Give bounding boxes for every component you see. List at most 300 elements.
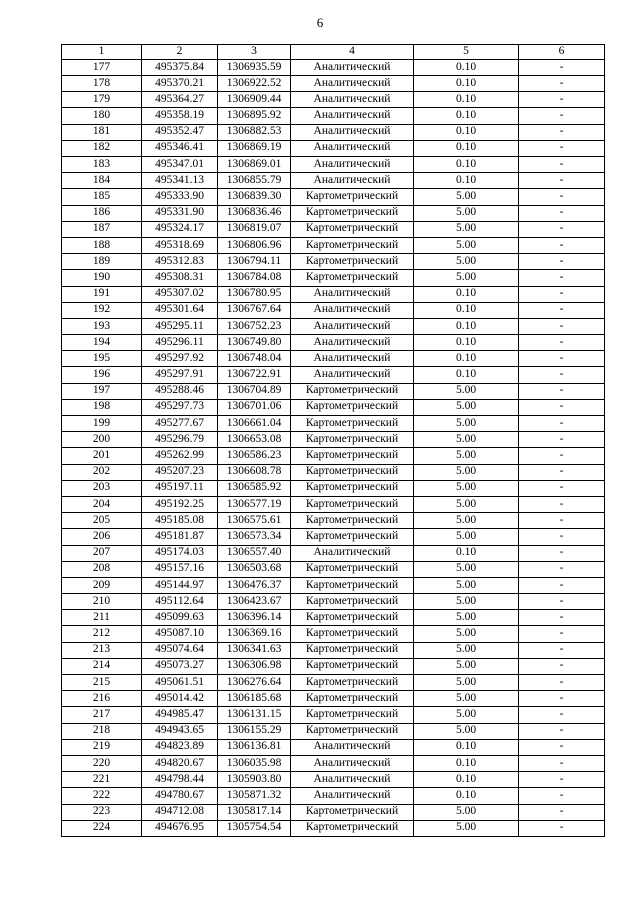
table-row bbox=[62, 302, 605, 318]
accuracy-cell: 5.00 bbox=[414, 707, 519, 723]
table-row bbox=[62, 788, 605, 804]
accuracy-cell: 5.00 bbox=[414, 464, 519, 480]
table-row bbox=[62, 658, 605, 674]
method-cell: Аналитический bbox=[291, 173, 414, 189]
y-coordinate-cell: 1306780.95 bbox=[218, 286, 291, 302]
y-coordinate-cell: 1306608.78 bbox=[218, 464, 291, 480]
note-cell: - bbox=[519, 205, 605, 221]
page-number: 6 bbox=[316, 15, 324, 30]
point-number-cell: 192 bbox=[62, 302, 142, 318]
table-row bbox=[62, 432, 605, 448]
accuracy-cell: 0.10 bbox=[414, 318, 519, 334]
point-number-cell: 218 bbox=[62, 723, 142, 739]
method-cell: Картометрический bbox=[291, 496, 414, 512]
method-cell: Картометрический bbox=[291, 561, 414, 577]
method-cell: Аналитический bbox=[291, 157, 414, 173]
y-coordinate-cell: 1306882.53 bbox=[218, 124, 291, 140]
note-cell: - bbox=[519, 626, 605, 642]
x-coordinate-cell: 495318.69 bbox=[142, 237, 218, 253]
accuracy-cell: 5.00 bbox=[414, 513, 519, 529]
accuracy-cell: 5.00 bbox=[414, 804, 519, 820]
column-header: 4 bbox=[291, 45, 414, 60]
accuracy-cell: 0.10 bbox=[414, 59, 519, 75]
x-coordinate-cell: 494820.67 bbox=[142, 755, 218, 771]
point-number-cell: 206 bbox=[62, 529, 142, 545]
accuracy-cell: 5.00 bbox=[414, 529, 519, 545]
x-coordinate-cell: 495192.25 bbox=[142, 496, 218, 512]
note-cell: - bbox=[519, 432, 605, 448]
table-row bbox=[62, 496, 605, 512]
table-row bbox=[62, 642, 605, 658]
note-cell: - bbox=[519, 108, 605, 124]
method-cell: Аналитический bbox=[291, 318, 414, 334]
y-coordinate-cell: 1306306.98 bbox=[218, 658, 291, 674]
x-coordinate-cell: 495301.64 bbox=[142, 302, 218, 318]
table-row bbox=[62, 254, 605, 270]
x-coordinate-cell: 495185.08 bbox=[142, 513, 218, 529]
x-coordinate-cell: 495341.13 bbox=[142, 173, 218, 189]
y-coordinate-cell: 1306794.11 bbox=[218, 254, 291, 270]
table-row bbox=[62, 140, 605, 156]
y-coordinate-cell: 1306836.46 bbox=[218, 205, 291, 221]
table-row bbox=[62, 691, 605, 707]
y-coordinate-cell: 1305903.80 bbox=[218, 772, 291, 788]
point-number-cell: 220 bbox=[62, 755, 142, 771]
point-number-cell: 199 bbox=[62, 416, 142, 432]
method-cell: Аналитический bbox=[291, 772, 414, 788]
note-cell: - bbox=[519, 464, 605, 480]
method-cell: Аналитический bbox=[291, 545, 414, 561]
accuracy-cell: 0.10 bbox=[414, 739, 519, 755]
x-coordinate-cell: 495324.17 bbox=[142, 221, 218, 237]
method-cell: Аналитический bbox=[291, 124, 414, 140]
method-cell: Картометрический bbox=[291, 594, 414, 610]
table-row bbox=[62, 318, 605, 334]
x-coordinate-cell: 494985.47 bbox=[142, 707, 218, 723]
accuracy-cell: 5.00 bbox=[414, 675, 519, 691]
point-number-cell: 190 bbox=[62, 270, 142, 286]
point-number-cell: 216 bbox=[62, 691, 142, 707]
point-number-cell: 221 bbox=[62, 772, 142, 788]
x-coordinate-cell: 495312.83 bbox=[142, 254, 218, 270]
point-number-cell: 207 bbox=[62, 545, 142, 561]
accuracy-cell: 5.00 bbox=[414, 658, 519, 674]
y-coordinate-cell: 1306573.34 bbox=[218, 529, 291, 545]
table-row bbox=[62, 221, 605, 237]
accuracy-cell: 5.00 bbox=[414, 221, 519, 237]
note-cell: - bbox=[519, 318, 605, 334]
point-number-cell: 181 bbox=[62, 124, 142, 140]
y-coordinate-cell: 1306661.04 bbox=[218, 416, 291, 432]
table-row bbox=[62, 707, 605, 723]
method-cell: Аналитический bbox=[291, 108, 414, 124]
point-number-cell: 213 bbox=[62, 642, 142, 658]
y-coordinate-cell: 1306476.37 bbox=[218, 577, 291, 593]
point-number-cell: 208 bbox=[62, 561, 142, 577]
accuracy-cell: 5.00 bbox=[414, 237, 519, 253]
method-cell: Картометрический bbox=[291, 723, 414, 739]
method-cell: Аналитический bbox=[291, 286, 414, 302]
note-cell: - bbox=[519, 189, 605, 205]
point-number-cell: 179 bbox=[62, 92, 142, 108]
note-cell: - bbox=[519, 351, 605, 367]
x-coordinate-cell: 495014.42 bbox=[142, 691, 218, 707]
point-number-cell: 212 bbox=[62, 626, 142, 642]
x-coordinate-cell: 495061.51 bbox=[142, 675, 218, 691]
method-cell: Картометрический bbox=[291, 577, 414, 593]
method-cell: Картометрический bbox=[291, 399, 414, 415]
x-coordinate-cell: 494780.67 bbox=[142, 788, 218, 804]
method-cell: Картометрический bbox=[291, 448, 414, 464]
y-coordinate-cell: 1306839.30 bbox=[218, 189, 291, 205]
note-cell: - bbox=[519, 254, 605, 270]
accuracy-cell: 5.00 bbox=[414, 610, 519, 626]
method-cell: Аналитический bbox=[291, 788, 414, 804]
accuracy-cell: 5.00 bbox=[414, 254, 519, 270]
x-coordinate-cell: 495099.63 bbox=[142, 610, 218, 626]
accuracy-cell: 5.00 bbox=[414, 416, 519, 432]
method-cell: Картометрический bbox=[291, 642, 414, 658]
method-cell: Картометрический bbox=[291, 237, 414, 253]
table-row bbox=[62, 416, 605, 432]
method-cell: Картометрический bbox=[291, 529, 414, 545]
table-row bbox=[62, 205, 605, 221]
x-coordinate-cell: 495352.47 bbox=[142, 124, 218, 140]
method-cell: Картометрический bbox=[291, 820, 414, 836]
x-coordinate-cell: 495087.10 bbox=[142, 626, 218, 642]
accuracy-cell: 0.10 bbox=[414, 173, 519, 189]
accuracy-cell: 0.10 bbox=[414, 157, 519, 173]
column-header: 1 bbox=[62, 45, 142, 60]
accuracy-cell: 5.00 bbox=[414, 383, 519, 399]
y-coordinate-cell: 1306704.89 bbox=[218, 383, 291, 399]
y-coordinate-cell: 1306276.64 bbox=[218, 675, 291, 691]
point-number-cell: 203 bbox=[62, 480, 142, 496]
y-coordinate-cell: 1306767.64 bbox=[218, 302, 291, 318]
y-coordinate-cell: 1306722.91 bbox=[218, 367, 291, 383]
table-header-row bbox=[62, 45, 605, 60]
x-coordinate-cell: 495307.02 bbox=[142, 286, 218, 302]
y-coordinate-cell: 1306784.08 bbox=[218, 270, 291, 286]
y-coordinate-cell: 1306748.04 bbox=[218, 351, 291, 367]
y-coordinate-cell: 1305817.14 bbox=[218, 804, 291, 820]
point-number-cell: 185 bbox=[62, 189, 142, 205]
note-cell: - bbox=[519, 545, 605, 561]
table-row bbox=[62, 561, 605, 577]
x-coordinate-cell: 494676.95 bbox=[142, 820, 218, 836]
accuracy-cell: 0.10 bbox=[414, 108, 519, 124]
y-coordinate-cell: 1306369.16 bbox=[218, 626, 291, 642]
note-cell: - bbox=[519, 513, 605, 529]
point-number-cell: 223 bbox=[62, 804, 142, 820]
point-number-cell: 222 bbox=[62, 788, 142, 804]
note-cell: - bbox=[519, 723, 605, 739]
accuracy-cell: 5.00 bbox=[414, 577, 519, 593]
point-number-cell: 194 bbox=[62, 335, 142, 351]
method-cell: Картометрический bbox=[291, 513, 414, 529]
method-cell: Картометрический bbox=[291, 675, 414, 691]
x-coordinate-cell: 495346.41 bbox=[142, 140, 218, 156]
note-cell: - bbox=[519, 124, 605, 140]
x-coordinate-cell: 495277.67 bbox=[142, 416, 218, 432]
accuracy-cell: 5.00 bbox=[414, 820, 519, 836]
method-cell: Аналитический bbox=[291, 755, 414, 771]
x-coordinate-cell: 495174.03 bbox=[142, 545, 218, 561]
x-coordinate-cell: 495207.23 bbox=[142, 464, 218, 480]
table-row bbox=[62, 335, 605, 351]
method-cell: Картометрический bbox=[291, 432, 414, 448]
point-number-cell: 205 bbox=[62, 513, 142, 529]
x-coordinate-cell: 495112.64 bbox=[142, 594, 218, 610]
note-cell: - bbox=[519, 383, 605, 399]
table-row bbox=[62, 529, 605, 545]
y-coordinate-cell: 1306155.29 bbox=[218, 723, 291, 739]
table-row bbox=[62, 610, 605, 626]
x-coordinate-cell: 495074.64 bbox=[142, 642, 218, 658]
table-row bbox=[62, 108, 605, 124]
method-cell: Аналитический bbox=[291, 302, 414, 318]
method-cell: Картометрический bbox=[291, 707, 414, 723]
point-number-cell: 187 bbox=[62, 221, 142, 237]
accuracy-cell: 5.00 bbox=[414, 480, 519, 496]
method-cell: Картометрический bbox=[291, 270, 414, 286]
y-coordinate-cell: 1306503.68 bbox=[218, 561, 291, 577]
x-coordinate-cell: 495308.31 bbox=[142, 270, 218, 286]
y-coordinate-cell: 1306423.67 bbox=[218, 594, 291, 610]
table-row bbox=[62, 545, 605, 561]
table-row bbox=[62, 626, 605, 642]
point-number-cell: 215 bbox=[62, 675, 142, 691]
x-coordinate-cell: 495295.11 bbox=[142, 318, 218, 334]
method-cell: Аналитический bbox=[291, 739, 414, 755]
method-cell: Картометрический bbox=[291, 691, 414, 707]
point-number-cell: 210 bbox=[62, 594, 142, 610]
note-cell: - bbox=[519, 367, 605, 383]
column-header: 2 bbox=[142, 45, 218, 60]
accuracy-cell: 5.00 bbox=[414, 496, 519, 512]
table-row bbox=[62, 675, 605, 691]
accuracy-cell: 0.10 bbox=[414, 755, 519, 771]
method-cell: Картометрический bbox=[291, 416, 414, 432]
method-cell: Картометрический bbox=[291, 658, 414, 674]
note-cell: - bbox=[519, 788, 605, 804]
note-cell: - bbox=[519, 416, 605, 432]
note-cell: - bbox=[519, 707, 605, 723]
y-coordinate-cell: 1306185.68 bbox=[218, 691, 291, 707]
point-number-cell: 188 bbox=[62, 237, 142, 253]
note-cell: - bbox=[519, 691, 605, 707]
y-coordinate-cell: 1306909.44 bbox=[218, 92, 291, 108]
table-row bbox=[62, 367, 605, 383]
table-row bbox=[62, 480, 605, 496]
y-coordinate-cell: 1306935.59 bbox=[218, 59, 291, 75]
y-coordinate-cell: 1306035.98 bbox=[218, 755, 291, 771]
accuracy-cell: 5.00 bbox=[414, 642, 519, 658]
point-number-cell: 184 bbox=[62, 173, 142, 189]
table-row bbox=[62, 739, 605, 755]
note-cell: - bbox=[519, 496, 605, 512]
x-coordinate-cell: 494712.08 bbox=[142, 804, 218, 820]
point-number-cell: 197 bbox=[62, 383, 142, 399]
y-coordinate-cell: 1306396.14 bbox=[218, 610, 291, 626]
table-row bbox=[62, 124, 605, 140]
point-number-cell: 211 bbox=[62, 610, 142, 626]
note-cell: - bbox=[519, 820, 605, 836]
x-coordinate-cell: 495364.27 bbox=[142, 92, 218, 108]
note-cell: - bbox=[519, 480, 605, 496]
point-number-cell: 191 bbox=[62, 286, 142, 302]
point-number-cell: 202 bbox=[62, 464, 142, 480]
x-coordinate-cell: 495331.90 bbox=[142, 205, 218, 221]
note-cell: - bbox=[519, 561, 605, 577]
accuracy-cell: 5.00 bbox=[414, 448, 519, 464]
x-coordinate-cell: 494823.89 bbox=[142, 739, 218, 755]
y-coordinate-cell: 1306653.08 bbox=[218, 432, 291, 448]
table-row bbox=[62, 351, 605, 367]
method-cell: Картометрический bbox=[291, 383, 414, 399]
x-coordinate-cell: 495157.16 bbox=[142, 561, 218, 577]
table-row bbox=[62, 286, 605, 302]
note-cell: - bbox=[519, 739, 605, 755]
accuracy-cell: 5.00 bbox=[414, 189, 519, 205]
table-row bbox=[62, 76, 605, 92]
accuracy-cell: 5.00 bbox=[414, 594, 519, 610]
method-cell: Картометрический bbox=[291, 254, 414, 270]
accuracy-cell: 0.10 bbox=[414, 772, 519, 788]
table-row bbox=[62, 820, 605, 836]
method-cell: Картометрический bbox=[291, 221, 414, 237]
note-cell: - bbox=[519, 173, 605, 189]
note-cell: - bbox=[519, 221, 605, 237]
table-row bbox=[62, 448, 605, 464]
accuracy-cell: 0.10 bbox=[414, 124, 519, 140]
point-number-cell: 214 bbox=[62, 658, 142, 674]
note-cell: - bbox=[519, 642, 605, 658]
note-cell: - bbox=[519, 804, 605, 820]
y-coordinate-cell: 1305871.32 bbox=[218, 788, 291, 804]
method-cell: Аналитический bbox=[291, 59, 414, 75]
method-cell: Картометрический bbox=[291, 464, 414, 480]
x-coordinate-cell: 495297.91 bbox=[142, 367, 218, 383]
note-cell: - bbox=[519, 675, 605, 691]
point-number-cell: 200 bbox=[62, 432, 142, 448]
note-cell: - bbox=[519, 529, 605, 545]
accuracy-cell: 0.10 bbox=[414, 351, 519, 367]
note-cell: - bbox=[519, 59, 605, 75]
point-number-cell: 183 bbox=[62, 157, 142, 173]
point-number-cell: 195 bbox=[62, 351, 142, 367]
note-cell: - bbox=[519, 140, 605, 156]
note-cell: - bbox=[519, 772, 605, 788]
accuracy-cell: 0.10 bbox=[414, 76, 519, 92]
accuracy-cell: 0.10 bbox=[414, 545, 519, 561]
point-number-cell: 219 bbox=[62, 739, 142, 755]
method-cell: Картометрический bbox=[291, 610, 414, 626]
point-number-cell: 186 bbox=[62, 205, 142, 221]
accuracy-cell: 5.00 bbox=[414, 561, 519, 577]
table-row bbox=[62, 513, 605, 529]
table-row bbox=[62, 173, 605, 189]
accuracy-cell: 5.00 bbox=[414, 723, 519, 739]
point-number-cell: 196 bbox=[62, 367, 142, 383]
note-cell: - bbox=[519, 157, 605, 173]
note-cell: - bbox=[519, 302, 605, 318]
y-coordinate-cell: 1306131.15 bbox=[218, 707, 291, 723]
y-coordinate-cell: 1306806.96 bbox=[218, 237, 291, 253]
y-coordinate-cell: 1306749.80 bbox=[218, 335, 291, 351]
x-coordinate-cell: 495296.79 bbox=[142, 432, 218, 448]
x-coordinate-cell: 495181.87 bbox=[142, 529, 218, 545]
y-coordinate-cell: 1306557.40 bbox=[218, 545, 291, 561]
accuracy-cell: 0.10 bbox=[414, 302, 519, 318]
column-header: 6 bbox=[519, 45, 605, 60]
y-coordinate-cell: 1306341.63 bbox=[218, 642, 291, 658]
y-coordinate-cell: 1306136.81 bbox=[218, 739, 291, 755]
x-coordinate-cell: 495144.97 bbox=[142, 577, 218, 593]
y-coordinate-cell: 1306855.79 bbox=[218, 173, 291, 189]
y-coordinate-cell: 1306869.01 bbox=[218, 157, 291, 173]
table-row bbox=[62, 237, 605, 253]
method-cell: Картометрический bbox=[291, 189, 414, 205]
method-cell: Картометрический bbox=[291, 626, 414, 642]
accuracy-cell: 5.00 bbox=[414, 432, 519, 448]
table-row bbox=[62, 464, 605, 480]
x-coordinate-cell: 495333.90 bbox=[142, 189, 218, 205]
table-row bbox=[62, 772, 605, 788]
table-row bbox=[62, 157, 605, 173]
y-coordinate-cell: 1306869.19 bbox=[218, 140, 291, 156]
method-cell: Аналитический bbox=[291, 351, 414, 367]
point-number-cell: 177 bbox=[62, 59, 142, 75]
table-row bbox=[62, 383, 605, 399]
point-number-cell: 182 bbox=[62, 140, 142, 156]
x-coordinate-cell: 495296.11 bbox=[142, 335, 218, 351]
accuracy-cell: 5.00 bbox=[414, 270, 519, 286]
x-coordinate-cell: 495370.21 bbox=[142, 76, 218, 92]
point-number-cell: 201 bbox=[62, 448, 142, 464]
method-cell: Картометрический bbox=[291, 480, 414, 496]
note-cell: - bbox=[519, 448, 605, 464]
method-cell: Картометрический bbox=[291, 804, 414, 820]
method-cell: Аналитический bbox=[291, 367, 414, 383]
x-coordinate-cell: 495347.01 bbox=[142, 157, 218, 173]
column-header: 3 bbox=[218, 45, 291, 60]
table-row bbox=[62, 723, 605, 739]
x-coordinate-cell: 494798.44 bbox=[142, 772, 218, 788]
x-coordinate-cell: 495375.84 bbox=[142, 59, 218, 75]
point-number-cell: 198 bbox=[62, 399, 142, 415]
y-coordinate-cell: 1306585.92 bbox=[218, 480, 291, 496]
y-coordinate-cell: 1306575.61 bbox=[218, 513, 291, 529]
y-coordinate-cell: 1306586.23 bbox=[218, 448, 291, 464]
x-coordinate-cell: 495197.11 bbox=[142, 480, 218, 496]
method-cell: Картометрический bbox=[291, 205, 414, 221]
column-header: 5 bbox=[414, 45, 519, 60]
note-cell: - bbox=[519, 237, 605, 253]
accuracy-cell: 5.00 bbox=[414, 691, 519, 707]
table-row bbox=[62, 270, 605, 286]
accuracy-cell: 0.10 bbox=[414, 335, 519, 351]
note-cell: - bbox=[519, 76, 605, 92]
note-cell: - bbox=[519, 286, 605, 302]
point-number-cell: 204 bbox=[62, 496, 142, 512]
point-number-cell: 193 bbox=[62, 318, 142, 334]
y-coordinate-cell: 1306895.92 bbox=[218, 108, 291, 124]
coordinates-table bbox=[61, 44, 605, 837]
note-cell: - bbox=[519, 755, 605, 771]
y-coordinate-cell: 1305754.54 bbox=[218, 820, 291, 836]
table-row bbox=[62, 577, 605, 593]
